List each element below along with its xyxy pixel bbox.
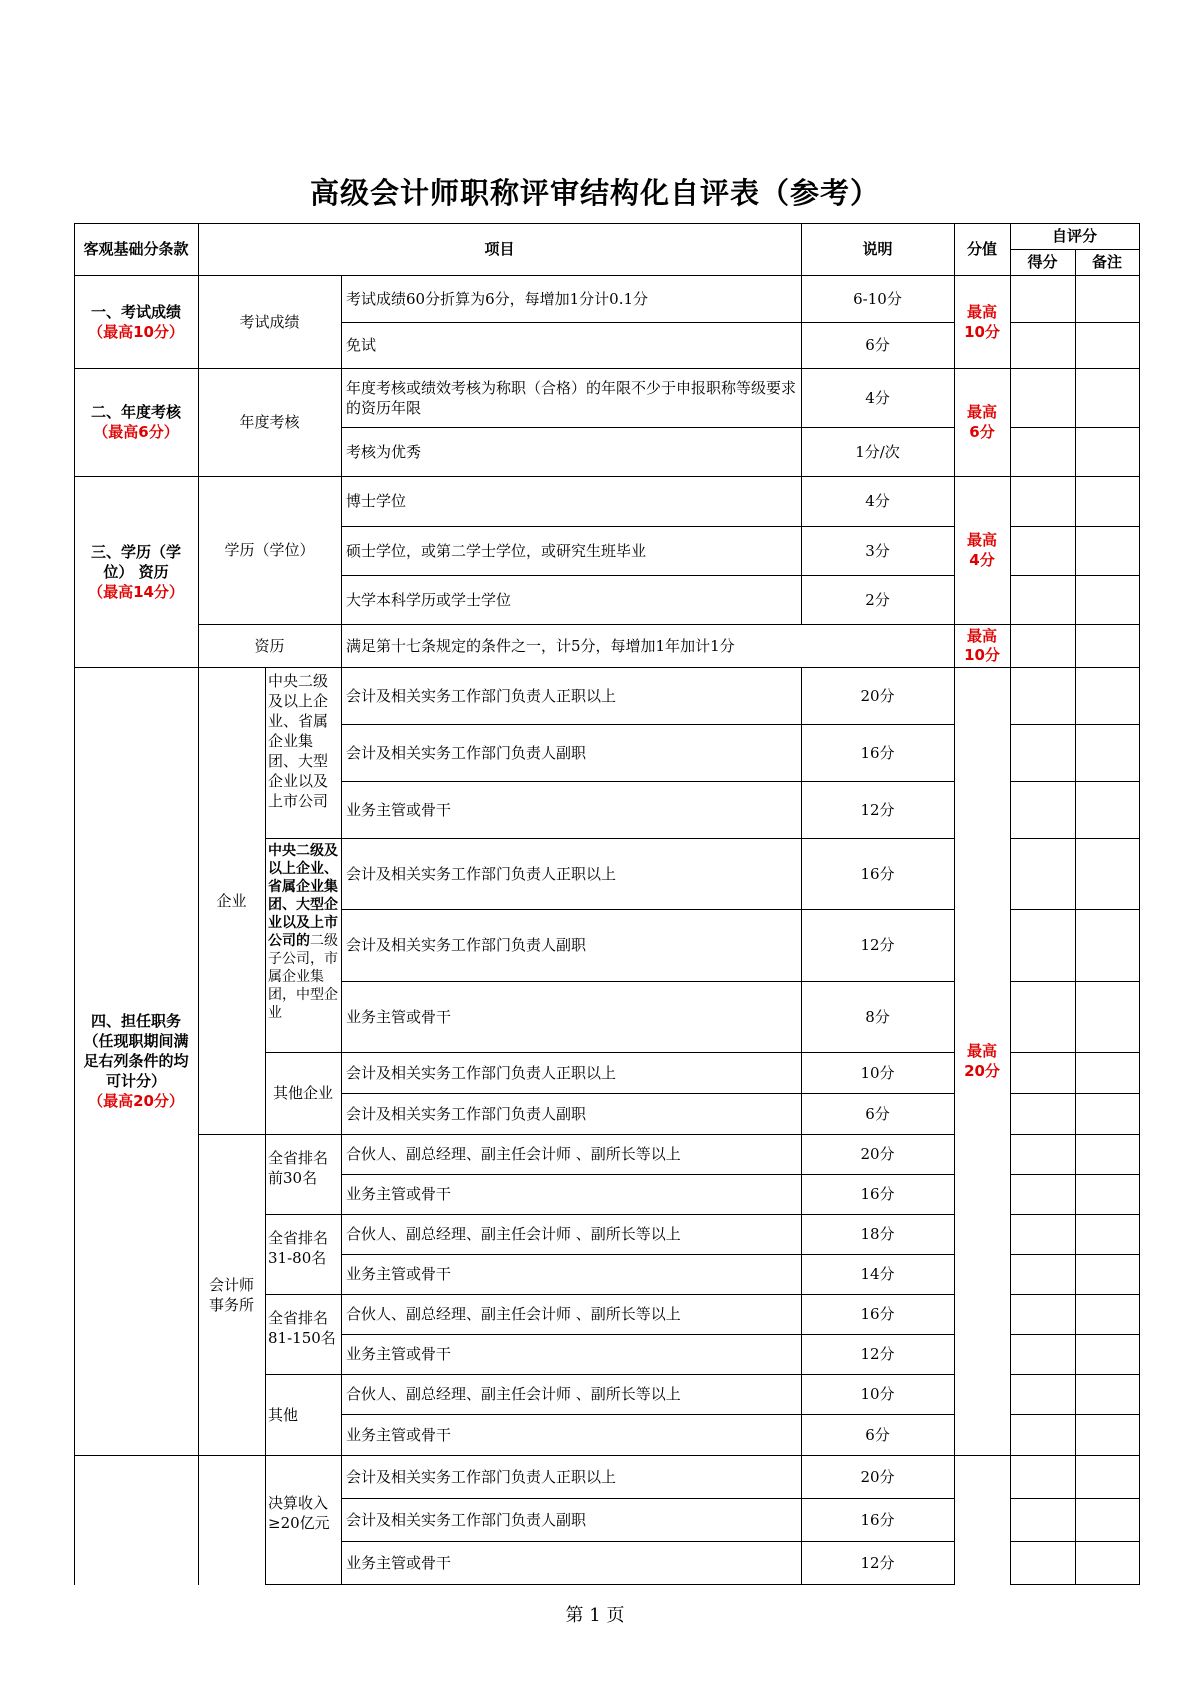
g1-row-2-item: 会计及相关实务工作部门负责人副职 — [346, 743, 587, 762]
grid-line-horizontal — [341, 1414, 955, 1415]
g3-row-2-item: 会计及相关实务工作部门负责人副职 — [346, 1104, 587, 1123]
grid-line-vertical — [1010, 275, 1011, 1585]
annual-row-1-item: 年度考核或绩效考核为称职（合格）的年限不少于申报职称等级要求的资历年限 — [346, 378, 797, 417]
section-position-name: 四、担任职务（任现职期间满足右列条件的均可计分） — [83, 1012, 189, 1090]
g1-row-2-desc: 16分 — [860, 743, 895, 762]
g1-row-1-item: 会计及相关实务工作部门负责人正职以上 — [346, 686, 617, 705]
h1-row-2-desc: 16分 — [860, 1510, 895, 1529]
g2-label-bold: 中央二级及以上企业、省属企业集团、大型企业以及上市公司的 — [268, 843, 338, 949]
firm-group-1-label: 全省排名前30名 — [268, 1149, 329, 1187]
experience-score: 最高10分 — [964, 626, 1000, 664]
header-desc: 说明 — [862, 240, 893, 258]
grid-line-horizontal — [954, 667, 1011, 668]
h1-row-3-item: 业务主管或骨干 — [346, 1553, 452, 1572]
grid-line-horizontal — [954, 368, 1011, 369]
grid-line-horizontal — [265, 1052, 955, 1053]
revenue-group-1-label: 决算收入≥20亿元 — [268, 1494, 330, 1532]
header-self-score: 自评分 — [1051, 227, 1097, 245]
education-row-1-desc: 4分 — [865, 492, 890, 510]
grid-line-horizontal — [74, 368, 955, 369]
section-education-label — [74, 476, 198, 667]
section-education-name: 三、学历（学位） 资历 — [90, 542, 181, 581]
grid-line-vertical — [1075, 275, 1076, 1585]
section-position-max: （最高20分） — [88, 1092, 184, 1110]
f4-row-1-desc: 10分 — [860, 1385, 895, 1403]
enterprise-sub: 企业 — [216, 891, 247, 910]
education-sub: 学历（学位） — [224, 541, 315, 559]
grid-line-horizontal — [341, 1174, 955, 1175]
section-annual-max: （最高6分） — [93, 423, 179, 441]
exam-row-1-item: 考试成绩60分折算为6分，每增加1分计0.1分 — [346, 289, 649, 308]
experience-item: 满足第十七条规定的条件之一，计5分，每增加1年加计1分 — [346, 636, 735, 655]
f1-row-1-item: 合伙人、副总经理、副主任会计师 、副所长等以上 — [346, 1145, 681, 1163]
grid-line-horizontal — [74, 1455, 955, 1456]
grid-line-horizontal — [265, 1584, 955, 1585]
exam-row-2-item: 免试 — [346, 336, 377, 354]
grid-line-horizontal — [954, 476, 1011, 477]
f4-row-2-item: 业务主管或骨干 — [346, 1425, 452, 1444]
grid-line-horizontal — [341, 781, 955, 782]
enterprise-group-1-label: 中央二级及以上企业、省属企业集团、大型企业以及上市公司 — [268, 672, 329, 810]
f3-row-1-desc: 16分 — [860, 1305, 895, 1323]
section-annual-label — [74, 368, 198, 476]
page-title: 高级会计师职称评审结构化自评表（参考） — [309, 176, 880, 210]
education-score: 最高4分 — [966, 531, 997, 569]
grid-line-vertical — [1010, 223, 1011, 276]
f1-row-1-desc: 20分 — [860, 1145, 895, 1163]
section-education-max: （最高14分） — [88, 582, 184, 601]
grid-line-horizontal — [341, 322, 955, 323]
g2-row-1-desc: 16分 — [860, 864, 895, 883]
g1-row-3-item: 业务主管或骨干 — [346, 800, 452, 819]
h1-row-1-item: 会计及相关实务工作部门负责人正职以上 — [346, 1467, 617, 1486]
experience-sub: 资历 — [254, 636, 285, 655]
f3-row-2-desc: 12分 — [860, 1345, 895, 1363]
grid-line-vertical — [74, 223, 75, 1585]
grid-line-horizontal — [74, 667, 955, 668]
f4-row-1-item: 合伙人、副总经理、副主任会计师 、副所长等以上 — [346, 1385, 681, 1403]
grid-line-vertical — [954, 223, 955, 276]
header-got: 得分 — [1027, 253, 1058, 271]
g1-row-3-desc: 12分 — [860, 800, 895, 819]
grid-line-horizontal — [265, 838, 955, 839]
g1-row-1-desc: 20分 — [860, 686, 895, 705]
g2-row-1-item: 会计及相关实务工作部门负责人正职以上 — [346, 864, 617, 883]
grid-line-vertical — [801, 223, 802, 276]
firm-group-4-label: 其他 — [268, 1405, 299, 1424]
section-position-label — [74, 667, 198, 1455]
page-number: 第 1 页 — [565, 1605, 625, 1626]
header-score: 分值 — [966, 240, 997, 258]
section-annual-name: 二、年度考核 — [90, 403, 181, 421]
grid-line-vertical — [1139, 275, 1140, 1585]
f1-row-2-desc: 16分 — [860, 1185, 895, 1203]
header-note: 备注 — [1091, 253, 1122, 271]
header-item: 项目 — [484, 240, 515, 258]
g2-row-3-item: 业务主管或骨干 — [346, 1007, 452, 1026]
annual-row-2-item: 考核为优秀 — [346, 442, 422, 461]
grid-line-horizontal — [341, 427, 955, 428]
exam-sub: 考试成绩 — [239, 312, 300, 331]
grid-line-vertical — [954, 275, 955, 1585]
grid-line-vertical — [801, 275, 802, 625]
annual-score: 最高6分 — [966, 403, 997, 441]
grid-line-horizontal — [74, 476, 955, 477]
grid-line-vertical — [1139, 223, 1140, 276]
f1-row-2-item: 业务主管或骨干 — [346, 1185, 452, 1203]
g3-row-2-desc: 6分 — [865, 1104, 890, 1123]
enterprise-group-3-label: 其他企业 — [272, 1084, 333, 1102]
h1-row-2-item: 会计及相关实务工作部门负责人副职 — [346, 1510, 587, 1529]
grid-line-horizontal — [265, 1214, 955, 1215]
annual-row-1-desc: 4分 — [865, 388, 890, 407]
education-row-1-item: 博士学位 — [346, 492, 407, 510]
firm-group-2-label: 全省排名31-80名 — [268, 1229, 329, 1267]
grid-line-horizontal — [265, 1294, 955, 1295]
exam-score: 最高10分 — [964, 302, 1000, 341]
grid-line-horizontal — [74, 275, 1140, 276]
g2-row-3-desc: 8分 — [865, 1007, 890, 1026]
header-category: 客观基础分条款 — [83, 240, 189, 258]
exam-row-2-desc: 6分 — [865, 336, 890, 354]
section-exam-label — [74, 275, 198, 368]
grid-line-horizontal — [341, 575, 955, 576]
education-row-2-desc: 3分 — [865, 541, 890, 560]
grid-line-horizontal — [341, 526, 955, 527]
grid-line-horizontal — [198, 624, 955, 625]
grid-line-horizontal — [74, 223, 1140, 224]
education-row-2-item: 硕士学位，或第二学士学位，或研究生班毕业 — [346, 541, 647, 560]
f2-row-1-item: 合伙人、副总经理、副主任会计师 、副所长等以上 — [346, 1225, 681, 1243]
f4-row-2-desc: 6分 — [865, 1425, 890, 1444]
f2-row-2-desc: 14分 — [860, 1265, 895, 1283]
grid-line-vertical — [341, 275, 342, 1585]
grid-line-horizontal — [954, 624, 1011, 625]
grid-line-horizontal — [954, 1455, 1011, 1456]
g3-row-1-desc: 10分 — [860, 1063, 895, 1082]
firm-sub: 会计师事务所 — [208, 1275, 254, 1314]
section-exam-name: 一、考试成绩 — [90, 302, 181, 321]
grid-line-horizontal — [341, 909, 955, 910]
grid-line-vertical — [801, 667, 802, 1585]
g2-row-2-item: 会计及相关实务工作部门负责人副职 — [346, 936, 587, 954]
g2-row-2-desc: 12分 — [860, 936, 895, 954]
grid-line-horizontal — [341, 1334, 955, 1335]
grid-line-horizontal — [341, 981, 955, 982]
grid-line-horizontal — [198, 1134, 955, 1135]
grid-line-horizontal — [265, 1374, 955, 1375]
f3-row-2-item: 业务主管或骨干 — [346, 1345, 452, 1363]
grid-line-horizontal — [341, 1254, 955, 1255]
grid-line-horizontal — [341, 1541, 955, 1542]
grid-line-vertical — [1075, 249, 1076, 276]
enterprise-group-2-label — [265, 838, 341, 1052]
education-row-3-desc: 2分 — [865, 590, 890, 609]
f2-row-1-desc: 18分 — [860, 1225, 895, 1243]
grid-line-horizontal — [341, 1093, 955, 1094]
position-score: 最高20分 — [964, 1042, 1000, 1080]
annual-row-2-desc: 1分/次 — [855, 442, 900, 461]
exam-row-1-desc: 6-10分 — [853, 289, 902, 308]
grid-line-horizontal — [341, 724, 955, 725]
grid-line-vertical — [265, 667, 266, 1585]
grid-line-vertical — [198, 223, 199, 1585]
f3-row-1-item: 合伙人、副总经理、副主任会计师 、副所长等以上 — [346, 1305, 681, 1323]
education-row-3-item: 大学本科学历或学士学位 — [346, 590, 512, 609]
firm-group-3-label: 全省排名81-150名 — [268, 1309, 336, 1347]
annual-sub: 年度考核 — [239, 413, 300, 431]
h1-row-3-desc: 12分 — [860, 1553, 895, 1572]
h1-row-1-desc: 20分 — [860, 1467, 895, 1486]
g3-row-1-item: 会计及相关实务工作部门负责人正职以上 — [346, 1063, 617, 1082]
section-exam-max: （最高10分） — [88, 322, 184, 341]
grid-line-horizontal — [341, 1498, 955, 1499]
f2-row-2-item: 业务主管或骨干 — [346, 1265, 452, 1283]
g2-label-rest: 二级子公司，市属企业集团，中型企业 — [268, 933, 338, 1021]
